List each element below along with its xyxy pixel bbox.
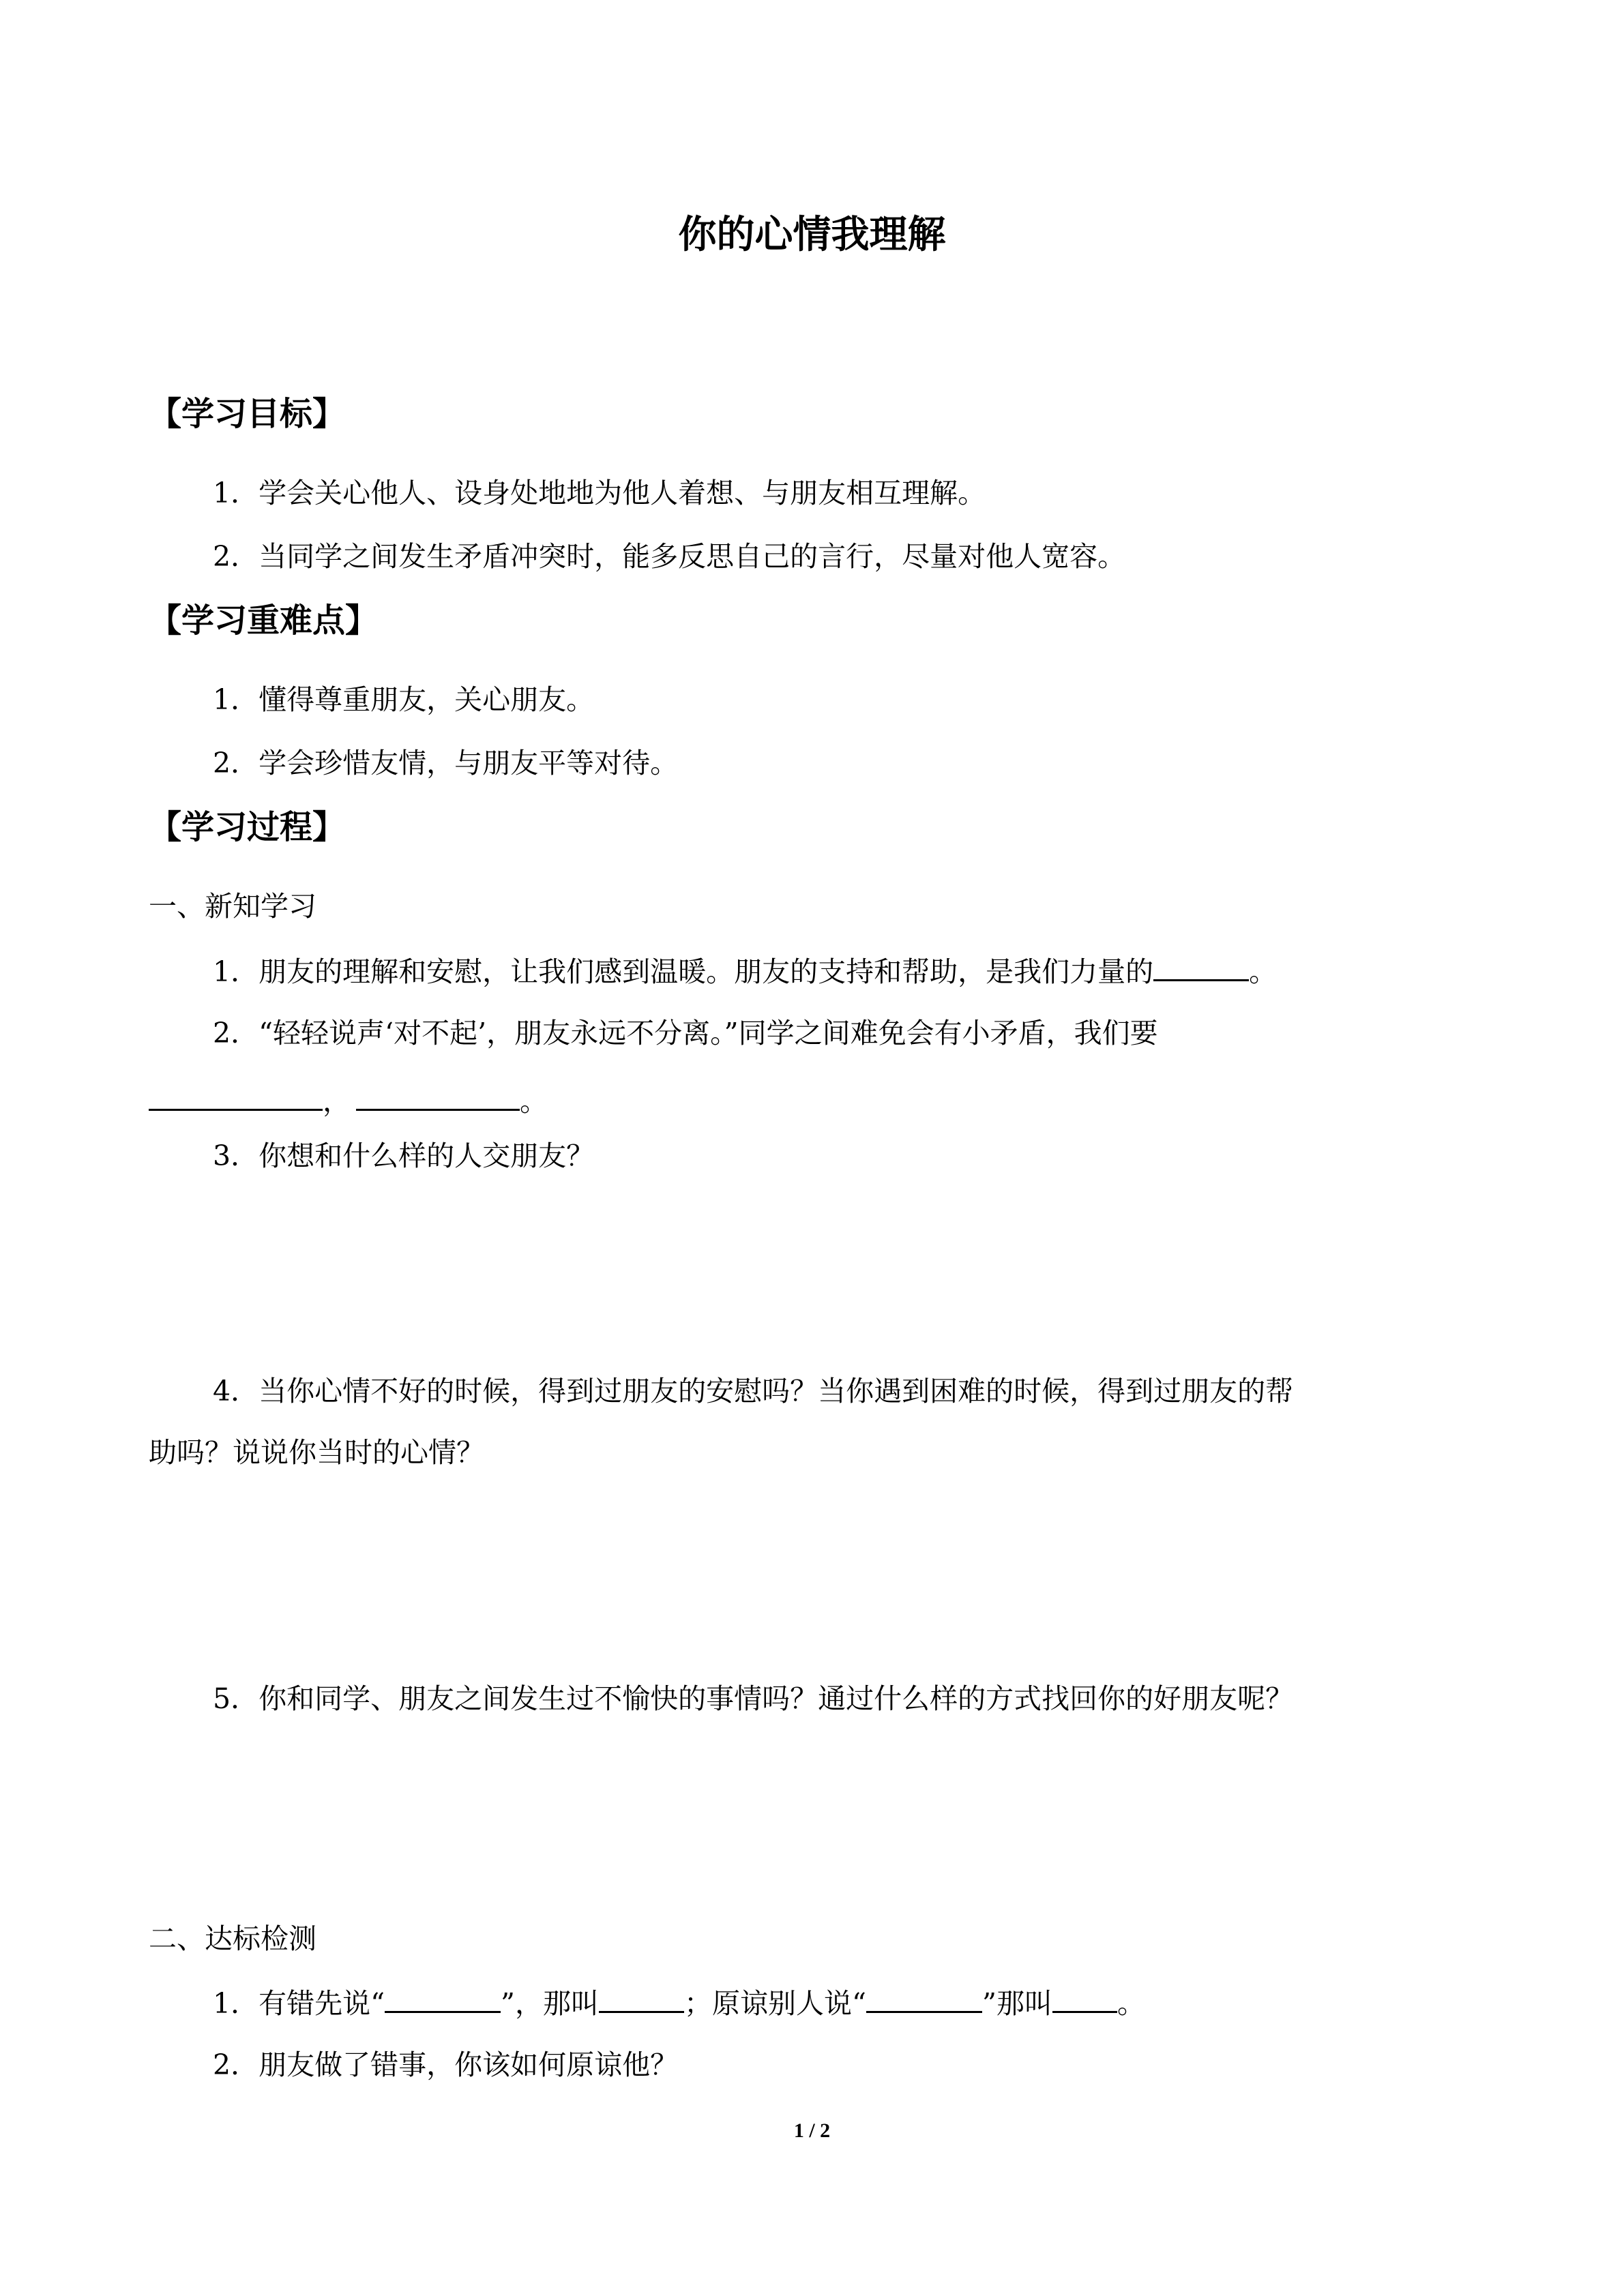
- question-4-line2: 助吗？说说你当时的心情？: [149, 1436, 484, 1469]
- section-heading-process: 【学习过程】: [149, 808, 346, 846]
- question-1-text: 1．朋友的理解和安慰，让我们感到温暖。朋友的支持和帮助，是我们力量的: [213, 955, 1154, 988]
- check-question-1-b: ”，那叫: [501, 1987, 600, 2020]
- question-2-line2: [149, 1079, 548, 1122]
- question-2-line1: 2．“轻轻说声‘对不起’，朋友永远不分离。”同学之间难免会有小矛盾，我们要: [213, 1017, 1158, 1049]
- answer-blank[interactable]: [356, 1079, 520, 1111]
- question-2-end: 。: [520, 1085, 548, 1118]
- page-title: 你的心情我理解: [678, 213, 946, 257]
- answer-blank[interactable]: [1153, 949, 1249, 981]
- check-question-1-c: ；原谅别人说“: [684, 1987, 866, 2020]
- answer-blank[interactable]: [385, 1981, 501, 2013]
- question-5: 5．你和同学、朋友之间发生过不愉快的事情吗？通过什么样的方式找回你的好朋友呢？: [213, 1682, 1294, 1715]
- key-point-item: 2．学会珍惜友情，与朋友平等对待。: [213, 747, 679, 779]
- check-question-1: [213, 1981, 1145, 2024]
- answer-blank[interactable]: [599, 1981, 684, 2013]
- question-4-line1: 4．当你心情不好的时候，得到过朋友的安慰吗？当你遇到困难的时候，得到过朋友的帮: [213, 1375, 1294, 1407]
- answer-blank[interactable]: [149, 1079, 323, 1111]
- check-question-1-d: ”那叫: [981, 1987, 1052, 2020]
- question-2-sep: ，: [323, 1085, 351, 1118]
- question-1-end: 。: [1249, 955, 1278, 988]
- question-3: 3．你想和什么样的人交朋友？: [213, 1139, 595, 1172]
- section-heading-key-points: 【学习重难点】: [149, 601, 379, 640]
- part2-heading: 二、达标检测: [149, 1922, 316, 1955]
- answer-blank[interactable]: [866, 1981, 982, 2013]
- objective-item: 2．当同学之间发生矛盾冲突时，能多反思自己的言行，尽量对他人宽容。: [213, 540, 1126, 573]
- objective-item: 1．学会关心他人、设身处地地为他人着想、与朋友相互理解。: [213, 477, 986, 509]
- part1-heading: 一、新知学习: [149, 890, 316, 923]
- key-point-item: 1．懂得尊重朋友，关心朋友。: [213, 683, 595, 716]
- check-question-1-e: 。: [1117, 1987, 1145, 2020]
- check-question-1-a: 1．有错先说“: [213, 1987, 385, 2020]
- question-1: [213, 949, 1277, 992]
- answer-blank[interactable]: [1052, 1981, 1117, 2013]
- check-question-2: 2．朋友做了错事，你该如何原谅他？: [213, 2048, 679, 2081]
- page-number: 1 / 2: [793, 2119, 831, 2142]
- section-heading-objectives: 【学习目标】: [149, 395, 346, 433]
